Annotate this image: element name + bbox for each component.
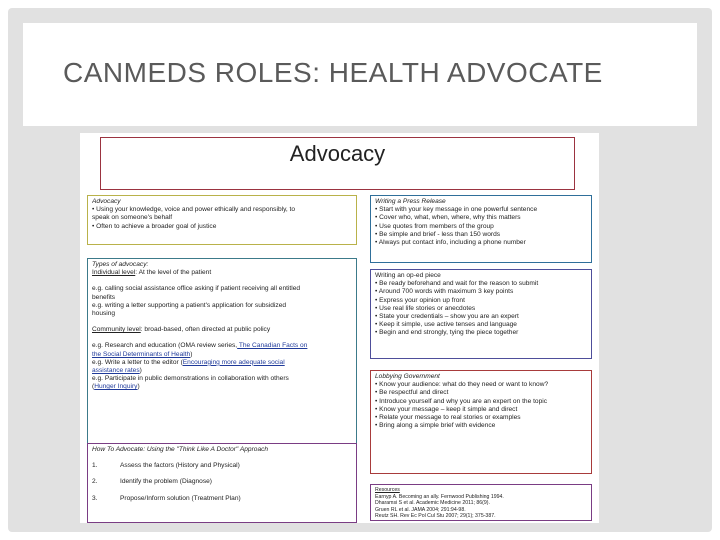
- step-text: Propose/Inform solution (Treatment Plan): [120, 494, 241, 502]
- oped-line: • Keep it simple, use active tenses and language: [375, 321, 517, 329]
- resource-line: Reutz SH. Rev Ec Pol Cul Stu 2007; 29(1); 375-387.: [375, 513, 496, 520]
- example-line: e.g. writing a letter supporting a patient's application for subsidized: [92, 301, 287, 309]
- press-box-title: Writing a Press Release: [375, 198, 446, 205]
- types-box-title: Types of advocacy:: [92, 261, 149, 268]
- oped-line: • Around 700 words with maximum 3 key points: [375, 288, 514, 296]
- community-level-text: : broad-based, often directed at public policy: [140, 326, 271, 334]
- advocacy-box-title: Advocacy: [92, 198, 121, 205]
- press-line: • Use quotes from members of the group: [375, 222, 494, 230]
- oped-line: • Express your opinion up front: [375, 296, 465, 304]
- example-text: e.g. Write a letter to the editor (: [92, 358, 183, 366]
- oped-line: • Be ready beforehand and wait for the reason to submit: [375, 280, 539, 288]
- lobby-line: • Be respectful and direct: [375, 389, 449, 397]
- example-text: (: [92, 383, 95, 391]
- think-like-a-doctor-box: [87, 443, 357, 523]
- op-ed-box: [370, 269, 592, 359]
- canadian-facts-link[interactable]: The Canadian Facts on: [237, 342, 308, 350]
- individual-level-label: Individual level: [92, 269, 136, 277]
- step-number: 2.: [92, 478, 98, 486]
- step-item: [92, 462, 352, 470]
- hunger-inquiry-link[interactable]: Hunger Inquiry: [94, 383, 138, 391]
- press-line: • Start with your key message in one powerful sentence: [375, 206, 538, 214]
- lobbying-government-box: [370, 370, 592, 474]
- step-text: Identify the problem (Diagnose): [120, 478, 212, 486]
- press-release-box: [370, 195, 592, 263]
- lobby-line: • Bring along a simple brief with evidence: [375, 422, 496, 430]
- step-item: [92, 478, 352, 486]
- step-item: [92, 495, 352, 503]
- individual-level-text: : At the level of the patient: [135, 269, 212, 277]
- social-assistance-link[interactable]: Encouraging more adequate social: [182, 358, 285, 366]
- example-line: benefits: [92, 293, 116, 301]
- resource-line: Gruen RL et al. JAMA 2004; 291:94-98.: [375, 506, 466, 513]
- oped-line: • Begin and end strongly, tying the piece together: [375, 329, 519, 337]
- types-of-advocacy-box: [87, 258, 357, 458]
- resource-line: Dharamsi S et al. Academic Medicine 2011; 86(9).: [375, 500, 490, 507]
- example-line: housing: [92, 310, 116, 318]
- step-text: Assess the factors (History and Physical): [120, 462, 240, 470]
- social-determinants-link[interactable]: the Social Determinants of Health: [92, 350, 191, 358]
- advocacy-line: • Often to achieve a broader goal of justice: [92, 222, 217, 230]
- oped-line: • Use real life stories or anecdotes: [375, 304, 476, 312]
- resources-box: [370, 484, 592, 521]
- example-text: e.g. Research and education (OMA review series,: [92, 342, 238, 350]
- example-text: ): [139, 367, 142, 375]
- lobby-line: • Introduce yourself and why you are an expert on the topic: [375, 397, 548, 405]
- oped-line: • State your credentials – show you are an expert: [375, 313, 519, 321]
- community-level-label: Community level: [92, 326, 141, 334]
- poster-heading-box: [100, 137, 575, 190]
- example-line: e.g. Participate in public demonstrations in collaboration with others: [92, 375, 289, 383]
- press-line: • Always put contact info, including a phone number: [375, 239, 526, 247]
- advocacy-line: speak on someone's behalf: [92, 214, 173, 222]
- poster-heading: Advocacy: [289, 141, 386, 166]
- press-line: • Be simple and brief - less than 150 words: [375, 230, 501, 238]
- oped-box-title: Writing an op-ed piece: [375, 272, 441, 279]
- slide-title: CANMEDS ROLES: HEALTH ADVOCATE: [63, 57, 603, 88]
- lobby-line: • Know your message – keep it simple and direct: [375, 405, 518, 413]
- advocacy-line: • Using your knowledge, voice and power ethically and responsibly, to: [92, 206, 296, 214]
- resource-line: Earnyp A. Becoming an ally. Fernwood Publishing 1994.: [375, 493, 504, 500]
- lobby-box-title: Lobbying Government: [375, 373, 440, 380]
- example-line: e.g. calling social assistance office asking if patient receiving all entitled: [92, 285, 301, 293]
- step-number: 1.: [92, 462, 98, 470]
- example-text: ): [137, 383, 140, 391]
- step-number: 3.: [92, 494, 98, 502]
- lobby-line: • Relate your message to real stories or examples: [375, 414, 521, 422]
- think-box-title: How To Advocate: Using the "Think Like A Doctor" Approach: [92, 446, 269, 453]
- lobby-line: • Know your audience: what do they need or want to know?: [375, 381, 549, 389]
- assistance-rates-link[interactable]: assistance rates: [92, 367, 140, 375]
- resources-title: Resources: [375, 487, 400, 493]
- advocacy-definition-box: [87, 195, 357, 245]
- example-text: ): [190, 350, 193, 358]
- press-line: • Cover who, what, when, where, why this matters: [375, 214, 521, 222]
